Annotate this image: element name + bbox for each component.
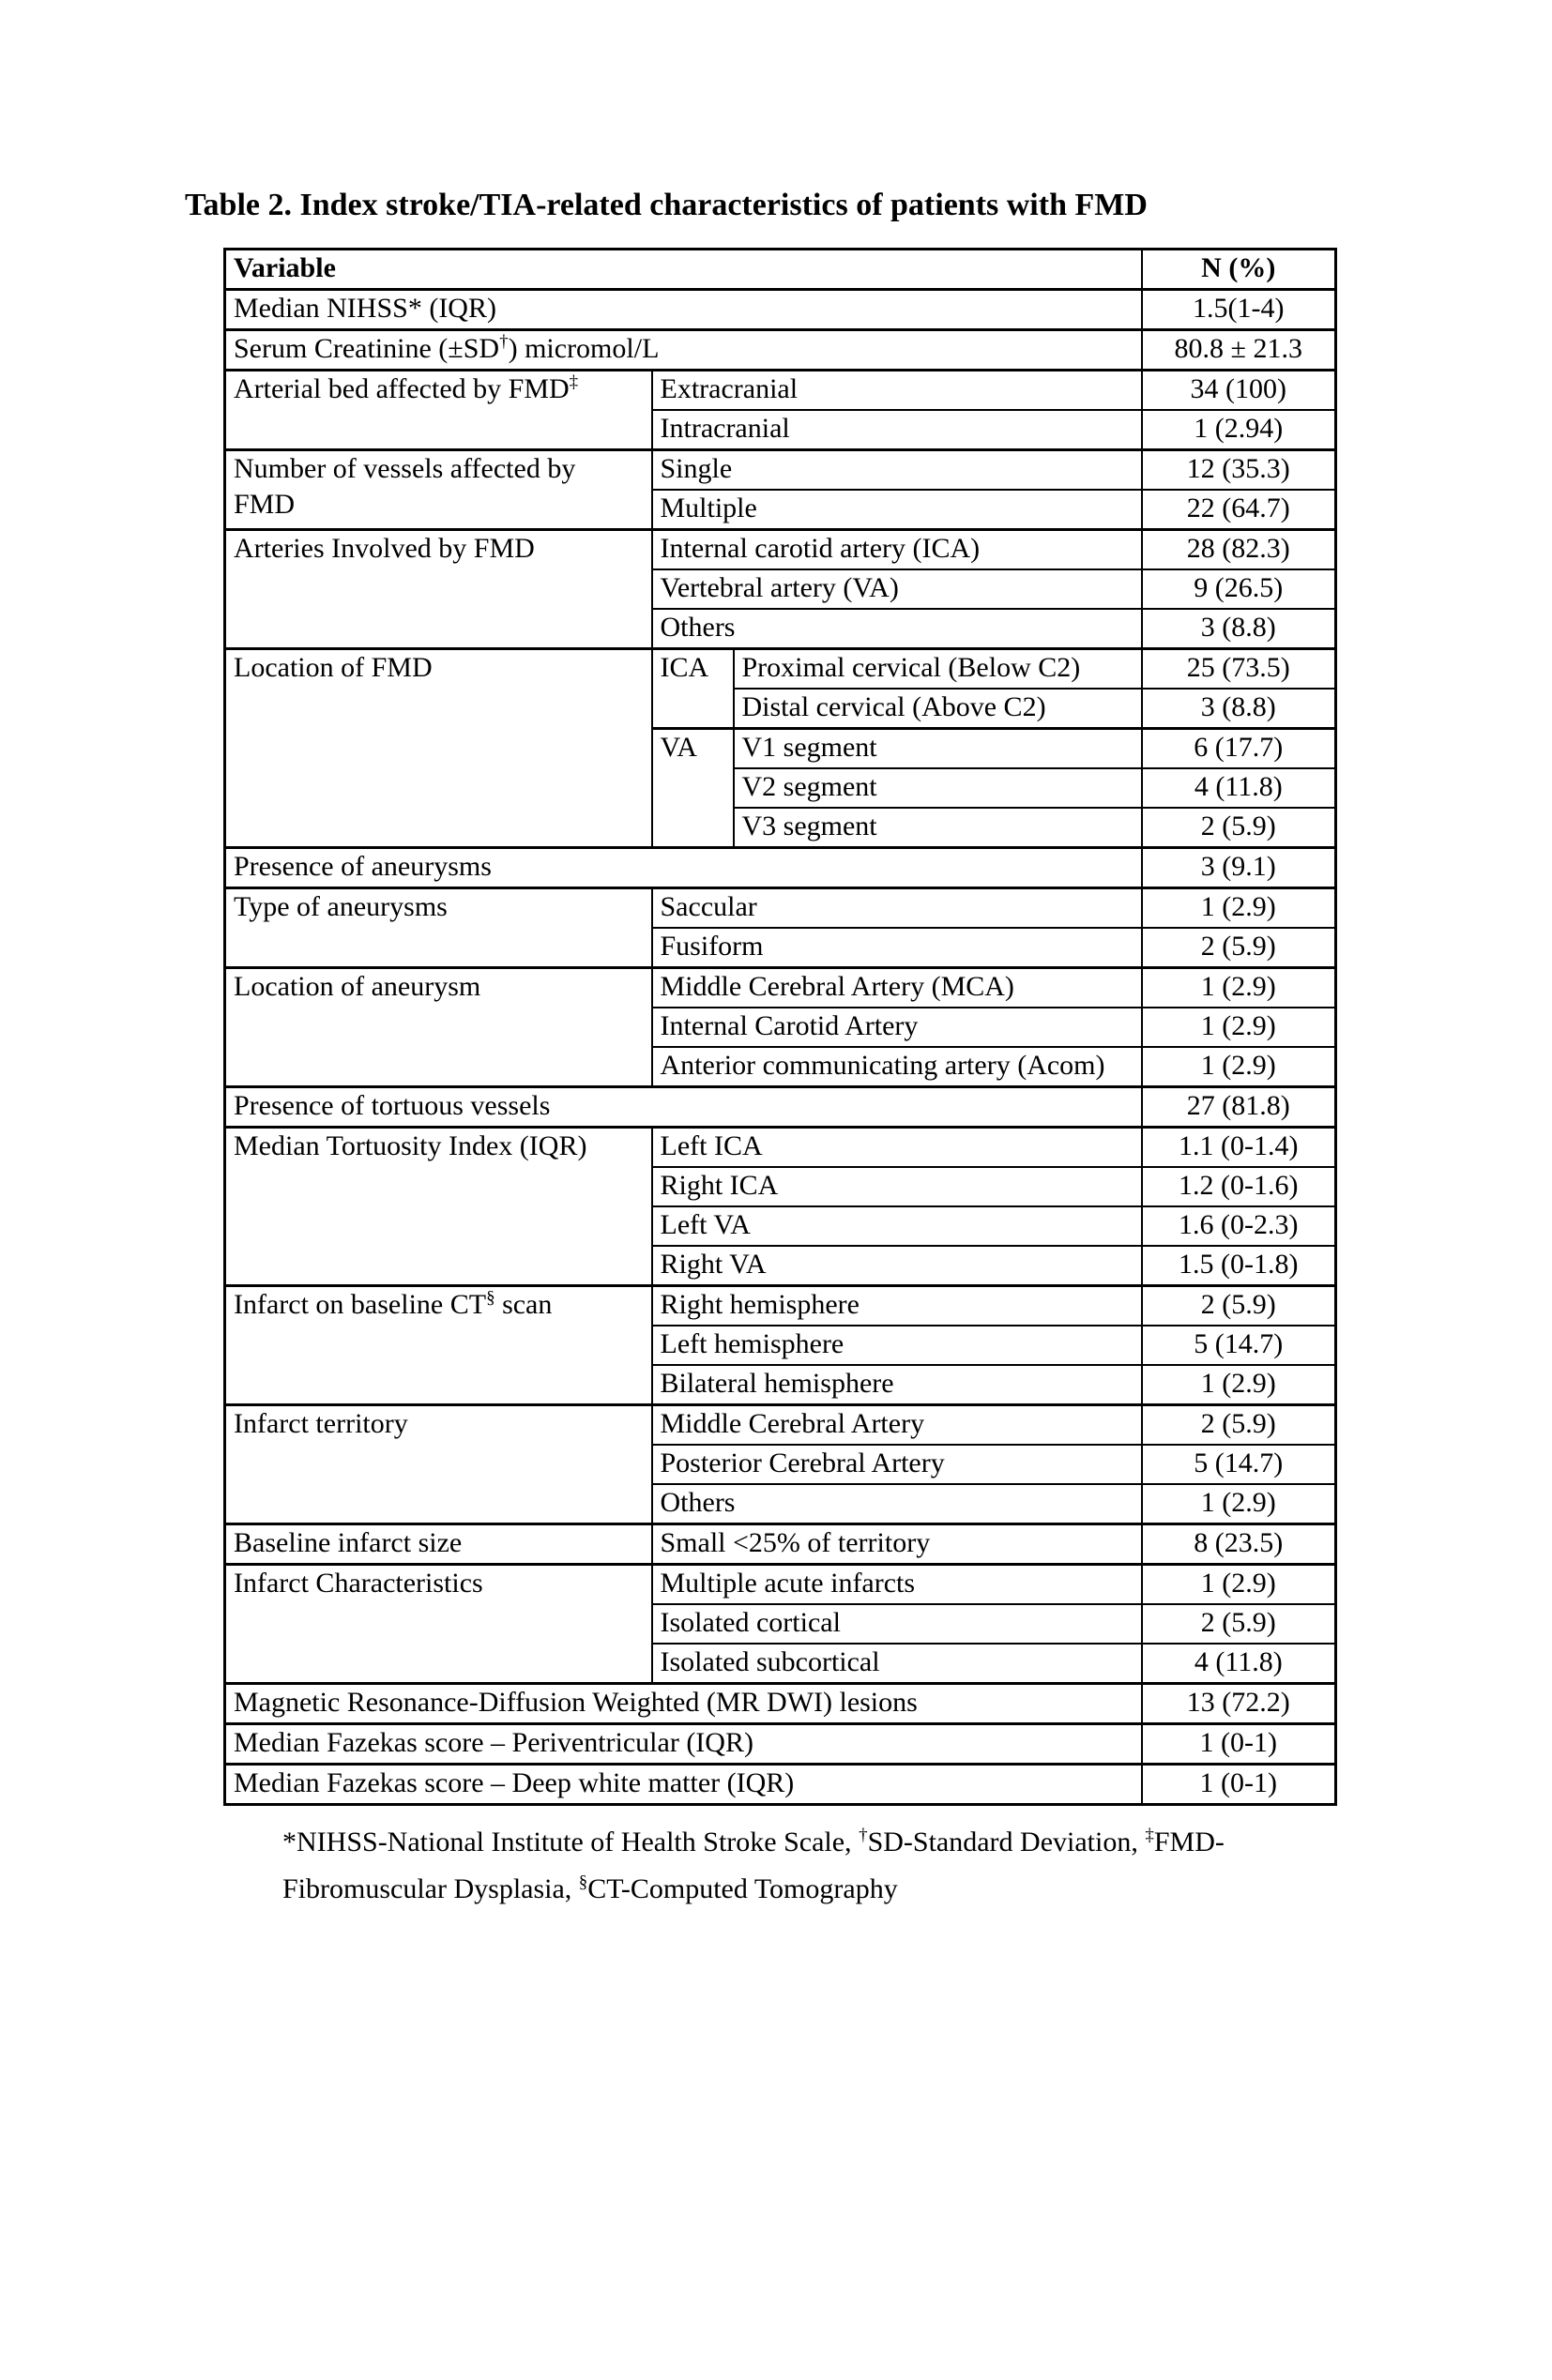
superscript-marker: † <box>499 332 509 352</box>
cell-value: 2 (5.9) <box>1142 928 1336 968</box>
cell-value: 5 (14.7) <box>1142 1326 1336 1365</box>
cell-artery-group: ICA <box>652 649 734 729</box>
cell-subcategory: Multiple acute infarcts <box>652 1565 1142 1605</box>
cell-variable: Arteries Involved by FMD <box>225 530 652 649</box>
cell-value: 1 (2.94) <box>1142 410 1336 450</box>
header-cell-variable: Variable <box>225 250 1142 290</box>
cell-subcategory: V1 segment <box>734 729 1142 769</box>
cell-value: 1.5(1-4) <box>1142 290 1336 330</box>
cell-value: 1 (2.9) <box>1142 1565 1336 1605</box>
cell-value: 2 (5.9) <box>1142 1604 1336 1644</box>
superscript-marker: § <box>486 1288 495 1308</box>
cell-value: 1.6 (0-2.3) <box>1142 1206 1336 1246</box>
cell-variable: Median NIHSS* (IQR) <box>225 290 1142 330</box>
cell-subcategory: Middle Cerebral Artery (MCA) <box>652 968 1142 1008</box>
characteristics-table <box>223 248 1337 1806</box>
cell-value: 22 (64.7) <box>1142 490 1336 530</box>
cell-subcategory: Vertebral artery (VA) <box>652 569 1142 609</box>
table-row <box>225 530 1336 570</box>
document-page <box>0 186 1552 2380</box>
footnote-text: FMD-Fibromuscular Dysplasia, <box>282 1827 1225 1904</box>
superscript-marker: ‡ <box>1145 1826 1154 1845</box>
table-footnote <box>282 1819 1333 1913</box>
cell-value: 80.8 ± 21.3 <box>1142 330 1336 371</box>
cell-subcategory: Right hemisphere <box>652 1286 1142 1326</box>
cell-subcategory: Proximal cervical (Below C2) <box>734 649 1142 690</box>
table-row <box>225 649 1336 690</box>
cell-variable: Magnetic Resonance-Diffusion Weighted (MR DWI) lesions <box>225 1684 1142 1724</box>
header-cell-n: N (%) <box>1142 250 1336 290</box>
table-row <box>225 1286 1336 1326</box>
cell-variable: Median Tortuosity Index (IQR) <box>225 1128 652 1286</box>
table-row <box>225 1087 1336 1128</box>
cell-text: scan <box>495 1289 553 1320</box>
cell-value: 1 (0-1) <box>1142 1724 1336 1765</box>
cell-text: Serum Creatinine (±SD <box>234 333 500 364</box>
table-row <box>225 1128 1336 1168</box>
cell-subcategory: Left VA <box>652 1206 1142 1246</box>
footnote-text: *NIHSS-National Institute of Health Stroke Scale, <box>282 1827 860 1857</box>
table-row <box>225 450 1336 491</box>
cell-variable: Presence of tortuous vessels <box>225 1087 1142 1128</box>
cell-value: 28 (82.3) <box>1142 530 1336 570</box>
cell-subcategory: Small <25% of territory <box>652 1524 1142 1565</box>
cell-value: 3 (8.8) <box>1142 609 1336 649</box>
cell-variable: Baseline infarct size <box>225 1524 652 1565</box>
table-row <box>225 330 1336 371</box>
cell-subcategory: Left ICA <box>652 1128 1142 1168</box>
superscript-marker: ‡ <box>569 372 579 392</box>
table-row <box>225 1565 1336 1605</box>
cell-subcategory: Others <box>652 1484 1142 1524</box>
cell-subcategory: Right VA <box>652 1246 1142 1286</box>
table-row <box>225 1405 1336 1446</box>
cell-subcategory: Single <box>652 450 1142 491</box>
cell-value: 4 (11.8) <box>1142 1644 1336 1684</box>
cell-subcategory: Left hemisphere <box>652 1326 1142 1365</box>
table-row <box>225 1524 1336 1565</box>
cell-variable: Median Fazekas score – Periventricular (IQR) <box>225 1724 1142 1765</box>
cell-subcategory: Isolated cortical <box>652 1604 1142 1644</box>
cell-value: 2 (5.9) <box>1142 808 1336 848</box>
cell-value: 1 (2.9) <box>1142 968 1336 1008</box>
cell-subcategory: Multiple <box>652 490 1142 530</box>
table-row <box>225 1684 1336 1724</box>
cell-subcategory: Posterior Cerebral Artery <box>652 1445 1142 1484</box>
cell-value: 2 (5.9) <box>1142 1286 1336 1326</box>
cell-value: 8 (23.5) <box>1142 1524 1336 1565</box>
cell-value: 34 (100) <box>1142 371 1336 411</box>
cell-variable: Location of FMD <box>225 649 652 848</box>
cell-text: Infarct on baseline CT <box>234 1289 487 1320</box>
cell-value: 3 (9.1) <box>1142 848 1336 888</box>
cell-value: 27 (81.8) <box>1142 1087 1336 1128</box>
superscript-marker: † <box>859 1826 868 1845</box>
cell-subcategory: Others <box>652 609 1142 649</box>
cell-variable <box>225 1286 652 1405</box>
cell-variable: Location of aneurysm <box>225 968 652 1087</box>
table-row <box>225 290 1336 330</box>
cell-value: 6 (17.7) <box>1142 729 1336 769</box>
cell-value: 2 (5.9) <box>1142 1405 1336 1446</box>
cell-variable: Infarct territory <box>225 1405 652 1524</box>
cell-variable <box>225 330 1142 371</box>
table-row <box>225 1765 1336 1805</box>
cell-variable: Number of vessels affected by FMD <box>225 450 652 530</box>
table-row <box>225 888 1336 929</box>
cell-value: 1 (2.9) <box>1142 1008 1336 1047</box>
table-row <box>225 968 1336 1008</box>
cell-subcategory: Saccular <box>652 888 1142 929</box>
footnote-text: CT-Computed Tomography <box>587 1873 898 1904</box>
cell-value: 1 (2.9) <box>1142 1365 1336 1405</box>
cell-value: 4 (11.8) <box>1142 768 1336 808</box>
table-row <box>225 848 1336 888</box>
cell-subcategory: Middle Cerebral Artery <box>652 1405 1142 1446</box>
cell-text: ) micromol/L <box>508 333 660 364</box>
cell-subcategory: V3 segment <box>734 808 1142 848</box>
cell-value: 1.5 (0-1.8) <box>1142 1246 1336 1286</box>
cell-subcategory: Anterior communicating artery (Acom) <box>652 1047 1142 1087</box>
cell-value: 25 (73.5) <box>1142 649 1336 690</box>
cell-variable: Presence of aneurysms <box>225 848 1142 888</box>
cell-subcategory: Extracranial <box>652 371 1142 411</box>
page-title: Table 2. Index stroke/TIA-related characteristics of patients with FMD <box>185 188 1148 222</box>
cell-value: 5 (14.7) <box>1142 1445 1336 1484</box>
cell-subcategory: Right ICA <box>652 1167 1142 1206</box>
cell-subcategory: Internal carotid artery (ICA) <box>652 530 1142 570</box>
cell-variable: Infarct Characteristics <box>225 1565 652 1684</box>
cell-subcategory: V2 segment <box>734 768 1142 808</box>
cell-text: Arterial bed affected by FMD <box>234 373 570 404</box>
cell-value: 12 (35.3) <box>1142 450 1336 491</box>
cell-subcategory: Bilateral hemisphere <box>652 1365 1142 1405</box>
cell-artery-group: VA <box>652 729 734 848</box>
cell-variable: Type of aneurysms <box>225 888 652 968</box>
cell-value: 1 (2.9) <box>1142 888 1336 929</box>
cell-variable <box>225 371 652 450</box>
cell-value: 1 (2.9) <box>1142 1484 1336 1524</box>
superscript-marker: § <box>578 1872 588 1892</box>
cell-value: 9 (26.5) <box>1142 569 1336 609</box>
cell-value: 1 (2.9) <box>1142 1047 1336 1087</box>
cell-value: 3 (8.8) <box>1142 689 1336 729</box>
cell-subcategory: Internal Carotid Artery <box>652 1008 1142 1047</box>
table-row <box>225 371 1336 411</box>
table-row <box>225 1724 1336 1765</box>
cell-subcategory: Fusiform <box>652 928 1142 968</box>
table-header-row <box>225 250 1336 290</box>
cell-value: 1 (0-1) <box>1142 1765 1336 1805</box>
cell-value: 1.1 (0-1.4) <box>1142 1128 1336 1168</box>
cell-subcategory: Distal cervical (Above C2) <box>734 689 1142 729</box>
cell-subcategory: Intracranial <box>652 410 1142 450</box>
cell-value: 13 (72.2) <box>1142 1684 1336 1724</box>
cell-subcategory: Isolated subcortical <box>652 1644 1142 1684</box>
cell-value: 1.2 (0-1.6) <box>1142 1167 1336 1206</box>
cell-variable: Median Fazekas score – Deep white matter (IQR) <box>225 1765 1142 1805</box>
footnote-text: SD-Standard Deviation, <box>867 1827 1146 1857</box>
